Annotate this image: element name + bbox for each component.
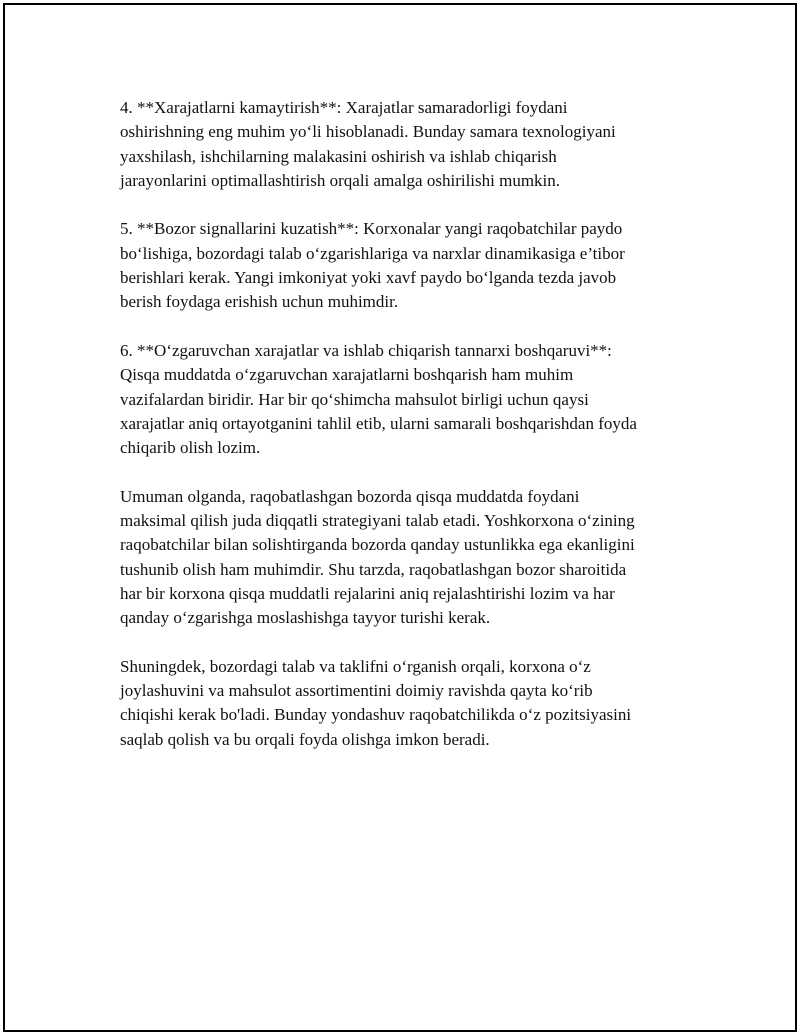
text-line: 5. **Bozor signallarini kuzatish**: Korxonalar yangi raqobatchilar paydo — [120, 219, 623, 239]
text-line: 4. **Xarajatlarni kamaytirish**: Xarajatlar samaradorligi foydani — [120, 98, 568, 117]
page-border — [3, 3, 797, 1032]
text-line: tushunib olish ham muhimdir. Shu tarzda, raqobatlashgan bozor sharoitida — [120, 559, 627, 579]
paragraph-variable-costs — [120, 339, 690, 460]
text-line: chiqishi kerak bo'ladi. Bunday yondashuv raqobatchilikda o‘z pozitsiyasini — [120, 705, 632, 725]
text-line: berish foydaga erishish uchun muhimdir. — [120, 292, 399, 312]
text-line: har bir korxona qisqa muddatli rejalarini aniq rejalashtirishi lozim va har — [120, 583, 615, 603]
text-line: bo‘lishiga, bozordagi talab o‘zgarishlariga va narxlar dinamikasiga e’tibor — [120, 243, 625, 263]
text-line: qanday o‘zgarishga moslashishga tayyor turishi kerak. — [120, 608, 491, 628]
text-line: Shuningdek, bozordagi talab va taklifni o‘rganish orqali, korxona o‘z — [120, 656, 591, 676]
text-line: Qisqa muddatda o‘zgaruvchan xarajatlarni boshqarish ham muhim — [120, 365, 574, 385]
text-line: oshirishning eng muhim yo‘li hisoblanadi. Bunday samara texnologiyani — [120, 122, 616, 142]
paragraph-market-signals — [120, 217, 690, 314]
text-line: xarajatlar aniq ortayotganini tahlil etib, ularni samarali boshqarishdan foyda — [120, 413, 637, 433]
text-line: 6. **O‘zgaruvchan xarajatlar va ishlab chiqarish tannarxi boshqaruvi**: — [120, 340, 612, 360]
text-line: raqobatchilar bilan solishtirganda bozorda qanday ustunlikka ega ekanligini — [120, 535, 635, 555]
text-line: saqlab qolish va bu orqali foyda olishga imkon beradi. — [120, 729, 490, 749]
text-line: berishlari kerak. Yangi imkoniyat yoki xavf paydo bo‘lganda tezda javob — [120, 268, 617, 288]
text-line: vazifalardan biridir. Har bir qo‘shimcha mahsulot birligi uchun qaysi — [120, 389, 589, 409]
paragraph-summary — [120, 485, 690, 631]
document-body — [120, 96, 690, 776]
text-line: yaxshilash, ishchilarning malakasini oshirish va ishlab chiqarish — [120, 146, 557, 166]
text-line: chiqarib olish lozim. — [120, 438, 261, 458]
paragraph-cost-reduction — [120, 96, 690, 193]
paragraph-demand-supply — [120, 655, 690, 752]
text-line: joylashuvini va mahsulot assortimentini doimiy ravishda qayta ko‘rib — [120, 681, 593, 701]
text-line: jarayonlarini optimallashtirish orqali amalga oshirilishi mumkin. — [120, 170, 561, 190]
text-line: maksimal qilish juda diqqatli strategiyani talab etadi. Yoshkorxona o‘zining — [120, 511, 635, 531]
text-line: Umuman olganda, raqobatlashgan bozorda qisqa muddatda foydani — [120, 486, 580, 506]
